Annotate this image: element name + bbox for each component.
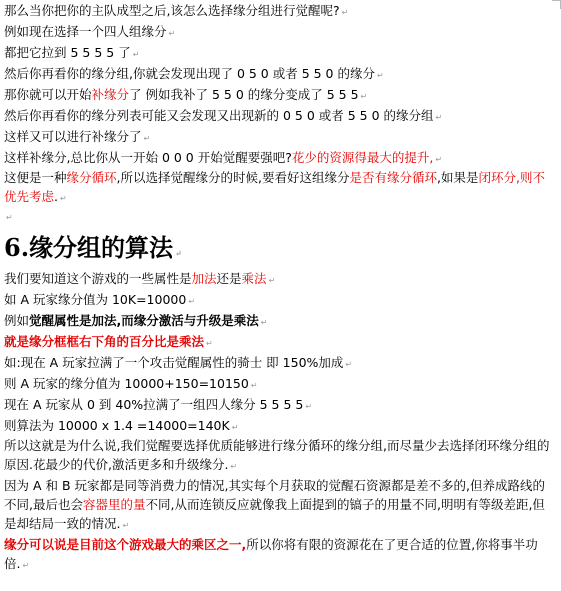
paragraph-mark-icon: ↵ xyxy=(435,113,443,122)
paragraph-mark-icon: ↵ xyxy=(60,194,67,203)
paragraph-8: 这样补缘分,总比你从一开始 0 0 0 开始觉醒要强吧?花少的资源得最大的提升, ↵ xyxy=(4,150,443,165)
paragraph-mark-icon: ↵ xyxy=(122,521,130,530)
bold-text: 觉醒属性是加法,而缘分激活与升级是乘法 xyxy=(29,313,259,328)
paragraph-a3: 例如觉醒属性是加法,而缘分激活与升级是乘法 ↵ xyxy=(4,313,268,328)
empty-paragraph xyxy=(4,208,561,226)
highlight-text: 缘分循环 xyxy=(66,170,117,185)
paragraph-7: 这样又可以进行补缘分了 ↵ xyxy=(4,129,151,144)
paragraph-a10: 因为 A 和 B 玩家都是同等消费力的情况,其实每个月获取的觉醒石资源都是差不多的,但养成路线的不同,最后也会容器里的量不同,从而连锁反应就像我上面提到的镐子的用量不同,明明有等级差距,但是却结局一致的情况. ↵ xyxy=(4,478,545,531)
highlight-text: 闭环分,则不优先考虑 xyxy=(4,170,545,204)
paragraph-mark-icon: ↵ xyxy=(188,297,196,306)
paragraph-mark-icon: ↵ xyxy=(168,29,176,38)
paragraph-a4 xyxy=(4,331,561,352)
section-heading: 6.缘分组的算法 ↵ xyxy=(4,233,182,262)
highlight-text: 就是缘分框框右下角的百分比是乘法 xyxy=(4,334,205,349)
paragraph-mark-icon: ↵ xyxy=(175,248,182,258)
paragraph-4: 然后你再看你的缘分组,你就会发现出现了 0 5 0 或者 5 5 0 的缘分 ↵ xyxy=(4,66,384,81)
paragraph-mark-icon: ↵ xyxy=(435,155,443,164)
paragraph-a8: 则算法为 10000 x 1.4 =14000=140K ↵ xyxy=(4,418,239,433)
paragraph-mark-icon: ↵ xyxy=(268,276,276,285)
paragraph-a2: 如 A 玩家缘分值为 10K=10000 ↵ xyxy=(4,292,196,307)
paragraph-mark-icon: ↵ xyxy=(231,423,239,432)
paragraph-9: 这便是一种缘分循环,所以选择觉醒缘分的时候,要看好这组缘分是否有缘分循环,如果是闭环分,则不优先考虑. ↵ xyxy=(4,170,545,204)
paragraph-3: 都把它拉到 5 5 5 5 了 ↵ xyxy=(4,45,140,60)
paragraph-1: 那么当你把你的主队成型之后,该怎么选择缘分组进行觉醒呢? ↵ xyxy=(4,3,349,18)
paragraph-mark-icon: ↵ xyxy=(143,134,151,143)
paragraph-mark-icon: ↵ xyxy=(360,92,368,101)
highlight-text: 是否有缘分循环 xyxy=(349,170,437,185)
paragraph-a9: 所以这就是为什么说,我们觉醒要选择优质能够进行缘分循环的缘分组,而尽量少去选择闭环缘分组的原因.花最少的代价,激活更多和升级缘分. ↵ xyxy=(4,438,550,472)
paragraph-mark-icon: ↵ xyxy=(206,339,213,348)
paragraph-a6: 则 A 玩家的缘分值为 10000+150=10150 ↵ xyxy=(4,376,258,391)
paragraph-mark-icon: ↵ xyxy=(22,561,30,570)
paragraph-mark-icon: ↵ xyxy=(250,381,258,390)
paragraph-mark-icon: ↵ xyxy=(260,318,268,327)
paragraph-2: 例如现在选择一个四人组缘分 ↵ xyxy=(4,24,176,39)
highlight-text: 补缘分 xyxy=(91,87,130,102)
paragraph-mark-icon: ↵ xyxy=(305,402,313,411)
paragraph-5: 那你就可以开始补缘分了 例如我补了 5 5 0 的缘分变成了 5 5 5 ↵ xyxy=(4,87,368,102)
paragraph-mark-icon: ↵ xyxy=(6,213,13,222)
paragraph-6: 然后你再看你的缘分列表可能又会发现又出现新的 0 5 0 或者 5 5 0 的缘分组 ↵ xyxy=(4,108,443,123)
paragraph-a1: 我们要知道这个游戏的一些属性是加法还是乘法 ↵ xyxy=(4,271,276,286)
paragraph-mark-icon: ↵ xyxy=(376,71,384,80)
paragraph-mark-icon: ↵ xyxy=(345,360,353,369)
paragraph-a11: 缘分可以说是目前这个游戏最大的乘区之一,所以你将有限的资源花在了更合适的位置,你将事半功倍. ↵ xyxy=(4,537,538,571)
highlight-text: 容器里的量 xyxy=(82,497,146,512)
paragraph-mark-icon: ↵ xyxy=(132,50,140,59)
highlight-text: 缘分可以说是目前这个游戏最大的乘区之一, xyxy=(4,537,247,552)
paragraph-a7: 现在 A 玩家从 0 到 40%拉满了一组四人缘分 5 5 5 5 ↵ xyxy=(4,397,313,412)
paragraph-mark-icon: ↵ xyxy=(230,462,238,471)
highlight-text: 花少的资源得最大的提升, xyxy=(291,150,434,165)
paragraph-mark-icon: ↵ xyxy=(341,8,349,17)
highlight-text: 加法 xyxy=(191,271,217,286)
paragraph-a5: 如:现在 A 玩家拉满了一个攻击觉醒属性的骑士 即 150%加成 ↵ xyxy=(4,355,353,370)
highlight-text: 乘法 xyxy=(241,271,267,286)
